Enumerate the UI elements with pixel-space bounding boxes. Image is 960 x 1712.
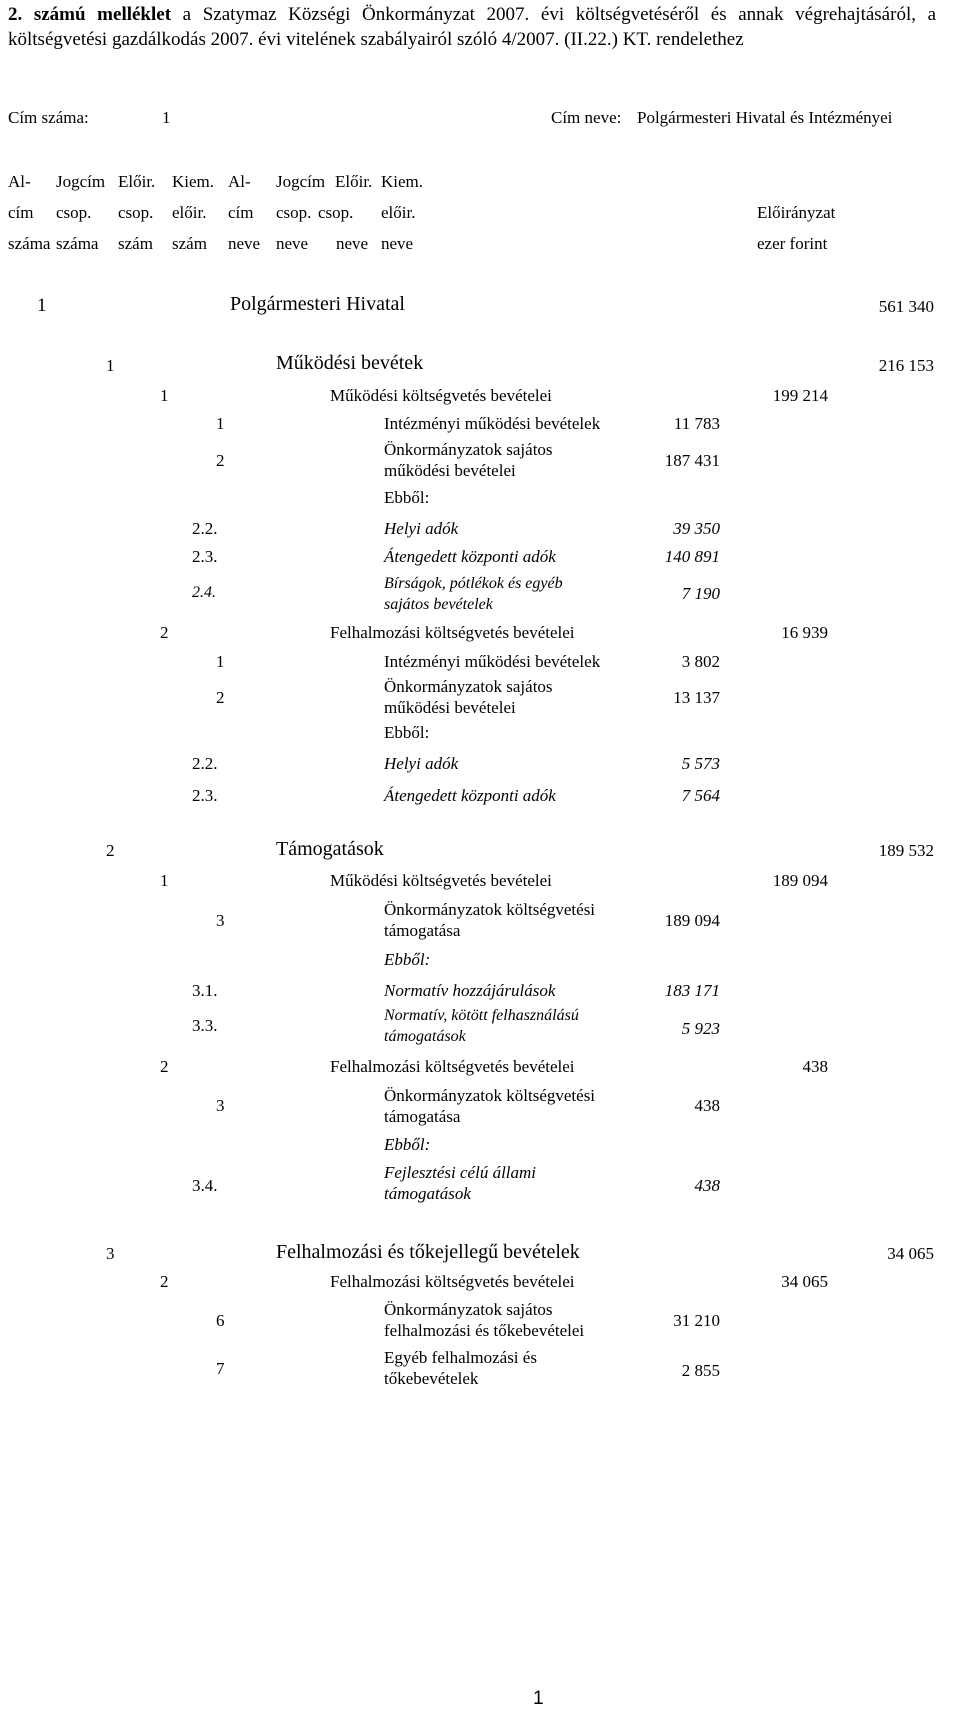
row-value: 7 564: [681, 786, 720, 805]
header-jogcim-neve-2: csop.: [276, 203, 312, 222]
row-number: 2.2.: [192, 754, 218, 773]
row-value: 39 350: [673, 519, 720, 538]
row-number: 3.4.: [192, 1176, 218, 1195]
row-number: 2: [160, 623, 169, 642]
row-number: 7: [216, 1359, 225, 1378]
row-name: Működési költségvetés bevételei: [330, 871, 552, 890]
row-name: Felhalmozási és tőkejellegű bevételek: [276, 1241, 580, 1263]
ebbol-label: Ebből:: [384, 950, 431, 969]
row-value: 7 190: [681, 584, 720, 603]
header-alcim-neve-1: Al-: [228, 172, 251, 191]
alcim-value: 561 340: [878, 297, 934, 316]
row-name: Fejlesztési célú állami támogatások: [384, 1163, 537, 1203]
row-number: 1: [160, 386, 169, 405]
header-unit: ezer forint: [757, 234, 828, 253]
row-value: 438: [694, 1176, 720, 1195]
row-value: 11 783: [673, 414, 720, 433]
row-number: 2: [216, 688, 225, 707]
row-number: 2.4.: [192, 584, 216, 601]
row-name: Felhalmozási költségvetés bevételei: [330, 623, 575, 642]
row-value: 189 094: [664, 911, 720, 930]
row-number: 1: [106, 356, 115, 375]
row-value: 31 210: [673, 1311, 720, 1330]
row-value: 438: [694, 1096, 720, 1115]
header-alcim-3: száma: [8, 234, 51, 253]
row-number: 2.3.: [192, 547, 218, 566]
header-eloir-1: Előir.: [118, 172, 156, 191]
row-value: 183 171: [664, 981, 720, 1000]
intro-text: a Szatymaz Községi Önkormányzat 2007. évi költségvetéséről és annak végrehajtásáról, a költségvetési gazdálkodás 2007. évi vitelének szabályairól szóló 4/2007. (II.22.) KT. rendelethez: [8, 4, 937, 50]
header-eloir-neve-1: Előir.: [335, 172, 373, 191]
cim-szama-label: Cím száma:: [8, 108, 89, 127]
row-value: 5 923: [681, 1019, 720, 1038]
header-kiem-1: Kiem.: [172, 172, 215, 191]
row-value: 189 532: [878, 841, 934, 860]
row-name: Intézményi működési bevételek: [384, 652, 601, 671]
row-number: 2: [106, 841, 115, 860]
header-alcim-neve-2: cím: [228, 203, 254, 222]
row-value: 34 065: [887, 1244, 934, 1263]
header-eloir-neve-2: csop.: [318, 203, 354, 222]
row-name: Normatív hozzájárulások: [384, 981, 556, 1000]
intro-paragraph: [8, 2, 936, 52]
row-number: 2: [160, 1272, 169, 1291]
ebbol-label: Ebből:: [384, 723, 430, 742]
cim-neve-value: Polgármesteri Hivatal és Intézményei: [637, 108, 893, 127]
row-value: 2 855: [681, 1361, 720, 1380]
row-value: 5 573: [681, 754, 720, 773]
row-value: 199 214: [772, 386, 828, 405]
header-kiem-neve-3: neve: [381, 234, 414, 253]
row-number: 6: [216, 1311, 225, 1330]
row-number: 2.2.: [192, 519, 218, 538]
row-value: 187 431: [664, 451, 720, 470]
row-number: 2: [216, 451, 225, 470]
row-name: Egyéb felhalmozási és tőkebevételek: [384, 1348, 537, 1388]
header-kiem-neve-1: Kiem.: [381, 172, 424, 191]
row-number: 2.3.: [192, 786, 218, 805]
row-name: Felhalmozási költségvetés bevételei: [330, 1057, 575, 1076]
row-value: 140 891: [664, 547, 720, 566]
header-jogcim-2: csop.: [56, 203, 92, 222]
row-name: Helyi adók: [384, 754, 459, 773]
row-value: 34 065: [781, 1272, 828, 1291]
intro-title: 2. számú melléklet: [8, 4, 172, 25]
header-kiem-neve-2: előir.: [381, 203, 416, 222]
header-eloir-3: szám: [118, 234, 153, 253]
row-name: Bírságok, pótlékok és egyéb sajátos bevételek: [384, 575, 563, 613]
header-kiem-2: előir.: [172, 203, 207, 222]
row-name: Önkormányzatok sajátos működési bevételei: [384, 440, 553, 480]
ebbol-label: Ebből:: [384, 488, 430, 507]
page-number: 1: [533, 1688, 544, 1709]
row-name: Önkormányzatok költségvetési támogatása: [384, 900, 596, 940]
row-number: 3: [216, 911, 225, 930]
row-name: Átengedett központi adók: [384, 786, 556, 805]
header-jogcim-neve-1: Jogcím: [276, 172, 326, 191]
row-number: 2: [160, 1057, 169, 1076]
ebbol-label: Ebből:: [384, 1135, 431, 1154]
header-alcim-1: Al-: [8, 172, 31, 191]
row-number: 1: [216, 652, 225, 671]
row-value: 216 153: [878, 356, 934, 375]
row-value: 189 094: [772, 871, 828, 890]
row-name: Átengedett központi adók: [384, 547, 556, 566]
row-number: 1: [160, 871, 169, 890]
row-value: 3 802: [681, 652, 720, 671]
row-value: 438: [802, 1057, 828, 1076]
row-name: Működési bevétek: [276, 352, 424, 374]
header-alcim-2: cím: [8, 203, 34, 222]
cim-szama-value: 1: [162, 108, 171, 127]
alcim-number: 1: [37, 295, 47, 316]
alcim-name: Polgármesteri Hivatal: [230, 293, 405, 315]
row-value: 16 939: [781, 623, 828, 642]
row-number: 1: [216, 414, 225, 433]
header-jogcim-1: Jogcím: [56, 172, 106, 191]
header-eloir-2: csop.: [118, 203, 154, 222]
row-name: Önkormányzatok sajátos felhalmozási és tőkebevételei: [384, 1300, 585, 1340]
cim-neve-label: Cím neve:: [551, 108, 622, 127]
row-number: 3.1.: [192, 981, 218, 1000]
row-name: Működési költségvetés bevételei: [330, 386, 552, 405]
row-name: Helyi adók: [384, 519, 459, 538]
row-name: Normatív, kötött felhasználású támogatások: [384, 1007, 579, 1045]
header-eloiranyzat: Előirányzat: [757, 203, 836, 222]
header-jogcim-3: száma: [56, 234, 99, 253]
header-alcim-neve-3: neve: [228, 234, 261, 253]
header-kiem-3: szám: [172, 234, 207, 253]
row-name: Önkormányzatok költségvetési támogatása: [384, 1086, 596, 1126]
row-value: 13 137: [673, 688, 720, 707]
row-name: Felhalmozási költségvetés bevételei: [330, 1272, 575, 1291]
row-number: 3: [216, 1096, 225, 1115]
row-number: 3: [106, 1244, 115, 1263]
header-jogcim-neve-3: neve: [276, 234, 309, 253]
row-name: Támogatások: [276, 838, 384, 860]
row-number: 3.3.: [192, 1016, 218, 1035]
row-name: Önkormányzatok sajátos működési bevételei: [384, 677, 553, 717]
header-eloir-neve-3: neve: [336, 234, 369, 253]
row-name: Intézményi működési bevételek: [384, 414, 601, 433]
